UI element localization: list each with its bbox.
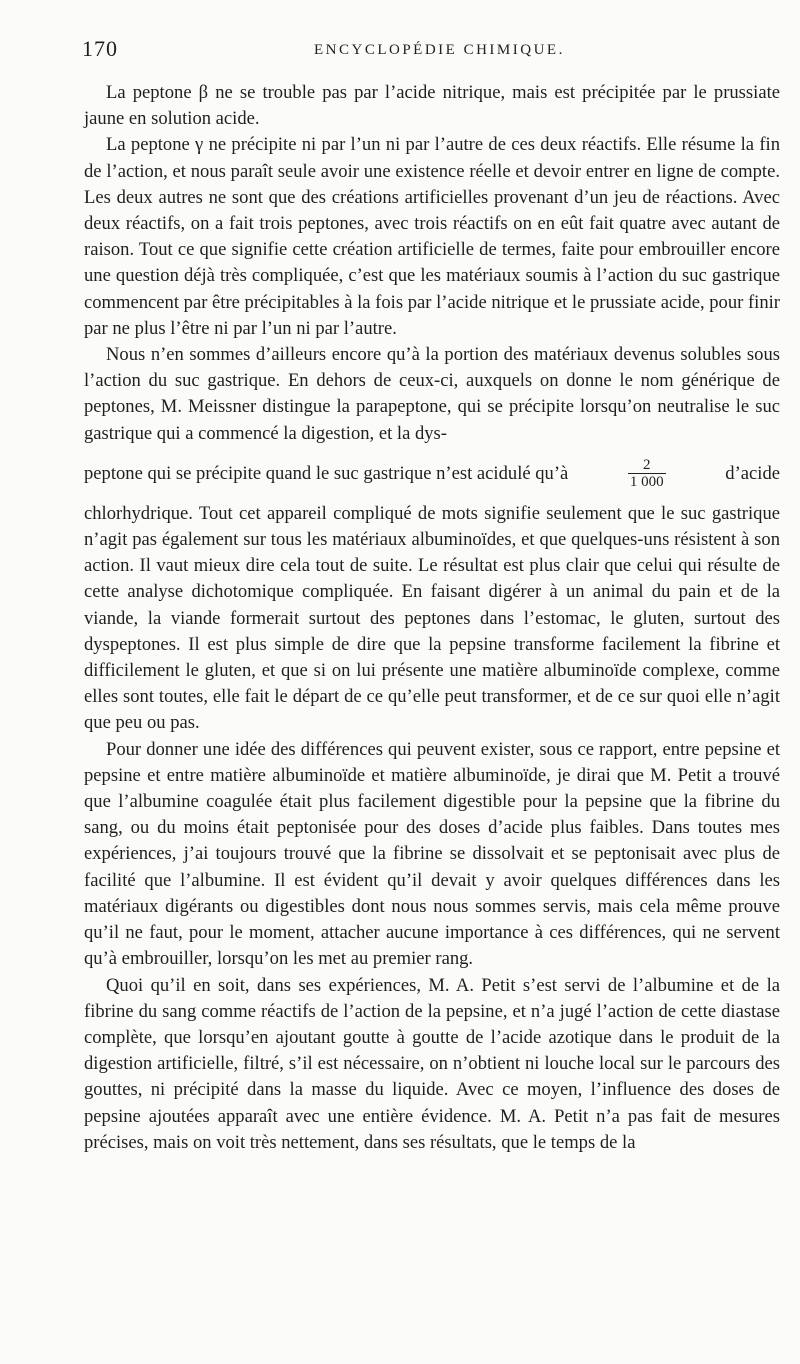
fraction-line (84, 447, 780, 501)
fraction-denominator: 1 000 (629, 474, 664, 491)
fraction-numerator: 2 (643, 457, 651, 474)
page-number: 170 (82, 36, 118, 61)
fraction-line-after: d’acide (725, 462, 780, 484)
fraction (628, 457, 666, 490)
paragraph-peptone-gamma: La peptone γ ne précipite ni par l’un ni par l’autre de ces deux réactifs. Elle résume la fin de l’action, et nous paraît seule avoir une existence réelle et devoir entrer en ligne de compte. Les deux autres ne sont que des créations artificielles provenant d’un jeu de réactions. Avec deux réactifs, on a fait trois peptones, avec trois réactifs on en eût fait quatre avec autant de raison. Tout ce que signifie cette création artificielle de termes, faite pour embrouiller encore une question déjà très compliquée, c’est que les matériaux soumis à l’action du suc gastrique commencent par être précipitables à la fois par l’acide nitrique et le prussiate acide, pour finir par ne plus l’être ni par l’un ni par l’autre. (84, 134, 780, 339)
paragraph-petit-experiments: Quoi qu’il en soit, dans ses expériences, M. A. Petit s’est servi de l’albumine et de la fibrine du sang comme réactifs de l’action de la pepsine, et n’a jugé l’action de cette diastase complète, que lorsqu’en ajoutant goutte à goutte de l’acide azotique dans le produit de la digestion artificielle, filtré, s’il est nécessaire, on n’obtient ni louche local sur le parcours des gouttes, ni précipité dans la masse du liquide. Avec ce moyen, l’influence des doses de pepsine ajoutées apparaît avec une entière évidence. M. A. Petit n’a pas fait de mesures précises, mais on voit très nettement, dans ses résultats, que le temps de la (84, 974, 780, 1153)
paragraph-soluble-materials: Nous n’en sommes d’ailleurs encore qu’à la portion des matériaux devenus solubles sous l’action du suc gastrique. En dehors de ceux-ci, auxquels on donne le nom générique de peptones, M. Meissner distingue la parapeptone, qui se précipite lorsqu’on neutralise le suc gastrique qui a commencé la digestion, et la dys- (84, 344, 780, 444)
paragraph-differences: Pour donner une idée des différences qui peuvent exister, sous ce rapport, entre pepsine et pepsine et entre matière albuminoïde et matière albuminoïde, je dirai que M. Petit a trouvé que l’albumine coagulée était plus facilement digestible pour la pepsine que la fibrine du sang, ou du moins était peptonisée pour des doses d’acide plus faibles. Dans toutes mes expériences, j’ai toujours trouvé que la fibrine se dissolvait et se peptonisait avec plus de facilité que l’albumine. Il est évident qu’il devait y avoir quelques différences dans les matériaux digérants ou digestibles dont nous nous sommes servis, mais cela même prouve qu’il ne faut, pour le moment, attacher aucune importance à ces différences, qui ne servent qu’à embrouiller, lorsqu’on les met au premier rang. (84, 738, 780, 970)
paragraph-peptone-beta: La peptone β ne se trouble pas par l’acide nitrique, mais est précipitée par le prussiate jaune en solution acide. (84, 82, 780, 130)
running-head (82, 36, 778, 66)
paragraph-continuation: chlorhydrique. Tout cet appareil compliqué de mots signifie seulement que le suc gastrique n’agit pas également sur tous les matériaux albuminoïdes, et que quelques-uns résistent à son action. Il vaut mieux dire cela tout de suite. Le résultat est plus clair que celui qui résulte de cette analyse dichotomique compliquée. En faisant digérer à un animal du pain et de la viande, la viande formerait surtout des peptones dans l’estomac, le gluten, surtout des dyspeptones. Il est plus simple de dire que la pepsine transforme facilement la fibrine et difficilement le gluten, et que si on lui présente une matière albuminoïde complexe, comme elles sont toutes, elle fait le départ de ce qu’elle peut transformer, et de ce sur quoi elle n’agit que peu ou pas. (84, 502, 780, 734)
fraction-line-before: peptone qui se précipite quand le suc gastrique n’est acidulé qu’à (84, 462, 569, 484)
body-text (84, 80, 780, 1156)
running-title: ENCYCLOPÉDIE CHIMIQUE. (314, 42, 565, 58)
